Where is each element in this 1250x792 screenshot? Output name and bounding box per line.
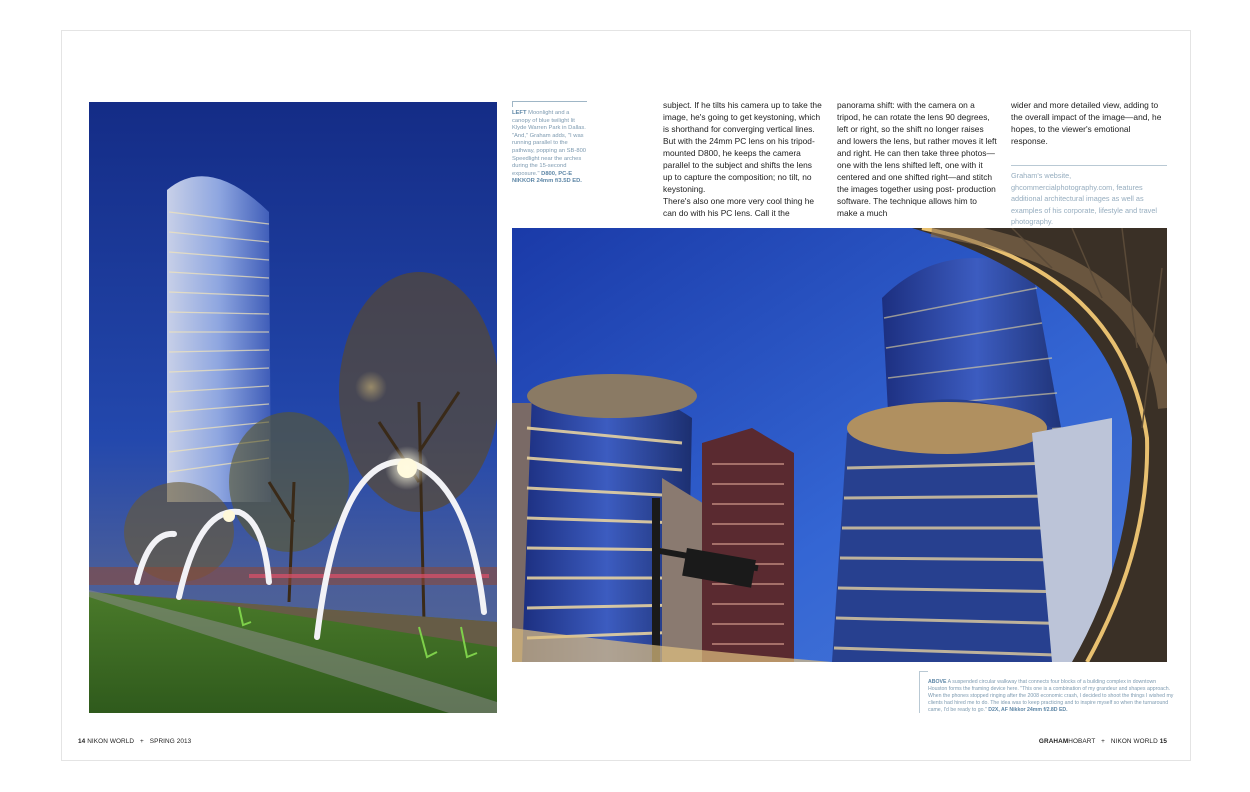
page-number: 14: [78, 738, 86, 745]
folio-right: [1039, 738, 1167, 745]
park-tower-illustration: [89, 102, 497, 713]
folio-left: [78, 738, 191, 745]
magazine-name: NIKON WORLD: [87, 738, 135, 745]
photo-klyde-warren-park: [89, 102, 497, 713]
folio-separator: +: [140, 738, 144, 745]
website-note: Graham's website, ghcommercialphotography.com, features additional architectural images as well as examples of his corporate, lifestyle and travel photography.: [1011, 165, 1167, 228]
caption-tech-specs: D2X, AF Nikkor 24mm f/2.8D ED.: [988, 707, 1068, 714]
houston-buildings-illustration: [512, 228, 1167, 662]
caption-label: ABOVE: [928, 679, 947, 685]
caption-text: Moonlight and a canopy of blue twilight lit Klyde Warren Park in Dallas. "And," Graham adds, "I was running parallel to the pathway, popping an SB-800 Speedlight near the arches during the 15-second exposure.": [512, 110, 587, 177]
caption-left-photo: [512, 101, 587, 186]
body-column-3: wider and more detailed view, adding to the overall impact of the image—and, he hopes, to the viewer's emotional response.: [1011, 100, 1162, 147]
caption-tech-specs: D800, PC-E NIKKOR 24mm f/3.5D ED.: [512, 170, 582, 185]
photographer-name-bold: GRAHAM: [1038, 738, 1069, 745]
photographer-name-rest: HOBART: [1068, 738, 1096, 745]
caption-label: LEFT: [512, 110, 527, 116]
magazine-name: NIKON WORLD: [1110, 738, 1158, 745]
body-column-1: subject. If he tilts his camera up to take the image, he's going to get keystoning, which is shorthand for converging vertical lines. But with the 24mm PC lens on his tripod-mounted D800, he keeps the camera parallel to the subject and shifts the lens up to capture the composition; no tilt, no keystoning. There's also one more very cool thing he can do with his PC lens. Call it the: [663, 100, 822, 219]
body-column-2: panorama shift: with the camera on a tripod, he can rotate the lens 90 degrees, left or right, so the shift no longer raises and lowers the lens, but rather moves it left and right. He can then take three photos—one with the lens shifted left, one with it centered and one shifted right—and stitch the images together using post- production software. The technique allows him to make a much: [837, 100, 997, 219]
caption-right-photo: [919, 671, 1176, 713]
caption-text: A suspended circular walkway that connects four blocks of a building complex in downtown Houston forms the framing device here. "This one is a combination of my grandeur and shapes approach. When the phones stopped ringing after the 2008 economic crash, I decided to shoot the things I wished my clients had hired me to do. The idea was to keep practicing and to inspire myself so when the turnaround came, I'd be ready to go.": [928, 679, 1174, 714]
page-number: 15: [1159, 738, 1167, 745]
folio-separator: +: [1101, 738, 1105, 745]
issue-label: SPRING 2013: [149, 738, 192, 745]
photo-houston-walkway: [512, 228, 1167, 662]
